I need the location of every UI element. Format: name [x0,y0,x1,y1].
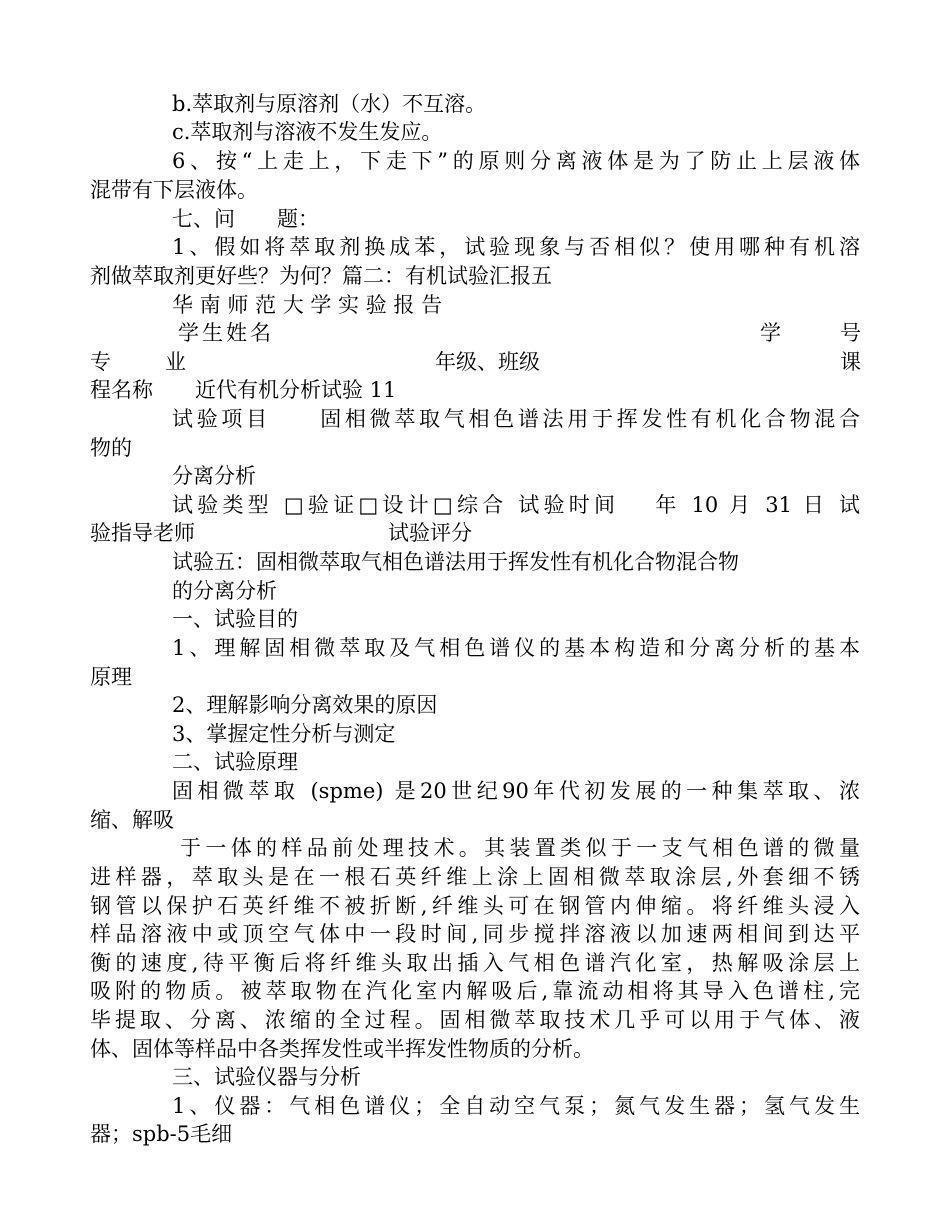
text-line: 样品溶液中或顶空气体中一段时间,同步搅拌溶液以加速两相间到达平 [90,922,860,946]
text-line: 物的 [90,436,132,460]
text-line: 试验类型 □验证□设计□综合 试验时间 年 10 月 31 日 试 [172,493,860,517]
text-line: b.萃取剂与原溶剂（水）不互溶。 [172,92,487,116]
section-heading: 七、问 题： [172,207,319,231]
text-line: 吸附的物质。被萃取物在汽化室内解吸后,靠流动相将其导入色谱柱,完 [90,979,860,1003]
report-title: 华 南 师 范 大 学 实 验 报 告 [172,293,443,317]
text-line: 1、仪器：气相色谱仪；全自动空气泵；氮气发生器；氢气发生 [172,1094,860,1118]
form-label-grade-class: 年级、班级 [435,350,540,374]
section-heading: 三、试验仪器与分析 [172,1065,361,1089]
text-line: 体、固体等样品中各类挥发性或半挥发性物质的分析。 [90,1037,594,1061]
form-label-major: 业 [165,350,186,374]
text-line: 程名称 近代有机分析试验 11 [90,378,397,402]
text-line: 混带有下层液体。 [90,178,258,202]
text-line: 试验项目 固相微萃取气相色谱法用于挥发性有机化合物混合 [172,407,860,431]
text-line: 于一体的样品前处理技术。其装置类似于一支气相色谱的微量 [180,836,860,860]
text-line: 缩、解吸 [90,808,174,832]
form-label-course: 课 [840,350,861,374]
form-label-student-name: 学生姓名 [178,321,274,345]
text-line: 2、理解影响分离效果的原因 [172,693,438,717]
text-line: 1、假如将萃取剂换成苯，试验现象与否相似？使用哪种有机溶 [172,235,860,259]
text-line: 器；spb-5毛细 [90,1122,233,1146]
text-line: 分离分析 [172,464,256,488]
text-line: 固相微萃取 (spme) 是20世纪90年代初发展的一种集萃取、浓 [172,779,860,803]
text-line: 1、理解固相微萃取及气相色谱仪的基本构造和分离分析的基本 [172,636,860,660]
text-line: 衡的速度,待平衡后将纤维头取出插入气相色谱汽化室，热解吸涂层上 [90,951,860,975]
text-line: c.萃取剂与溶液不发生发应。 [172,120,443,144]
text-line: 剂做萃取剂更好些？为何？篇二：有机试验汇报五 [90,264,552,288]
form-label-student-no: 学 [760,321,781,345]
text-line: 6、按“上走上，下走下”的原则分离液体是为了防止上层液体 [172,149,860,173]
text-line: 原理 [90,665,132,689]
text-line: 的分离分析 [172,579,277,603]
form-label-student-no: 号 [840,321,861,345]
text-line: 试验评分 [388,521,472,545]
section-heading: 一、试验目的 [172,607,298,631]
text-line: 3、掌握定性分析与测定 [172,722,396,746]
form-label-major: 专 [90,350,111,374]
section-heading: 二、试验原理 [172,750,298,774]
text-line: 验指导老师 [90,521,195,545]
text-line: 试验五：固相微萃取气相色谱法用于挥发性有机化合物混合物 [172,550,739,574]
text-line: 毕提取、分离、浓缩的全过程。固相微萃取技术几乎可以用于气体、液 [90,1008,860,1032]
text-line: 进样器，萃取头是在一根石英纤维上涂上固相微萃取涂层,外套细不锈 [90,865,860,889]
text-line: 钢管以保护石英纤维不被折断,纤维头可在钢管内伸缩。将纤维头浸入 [90,894,860,918]
